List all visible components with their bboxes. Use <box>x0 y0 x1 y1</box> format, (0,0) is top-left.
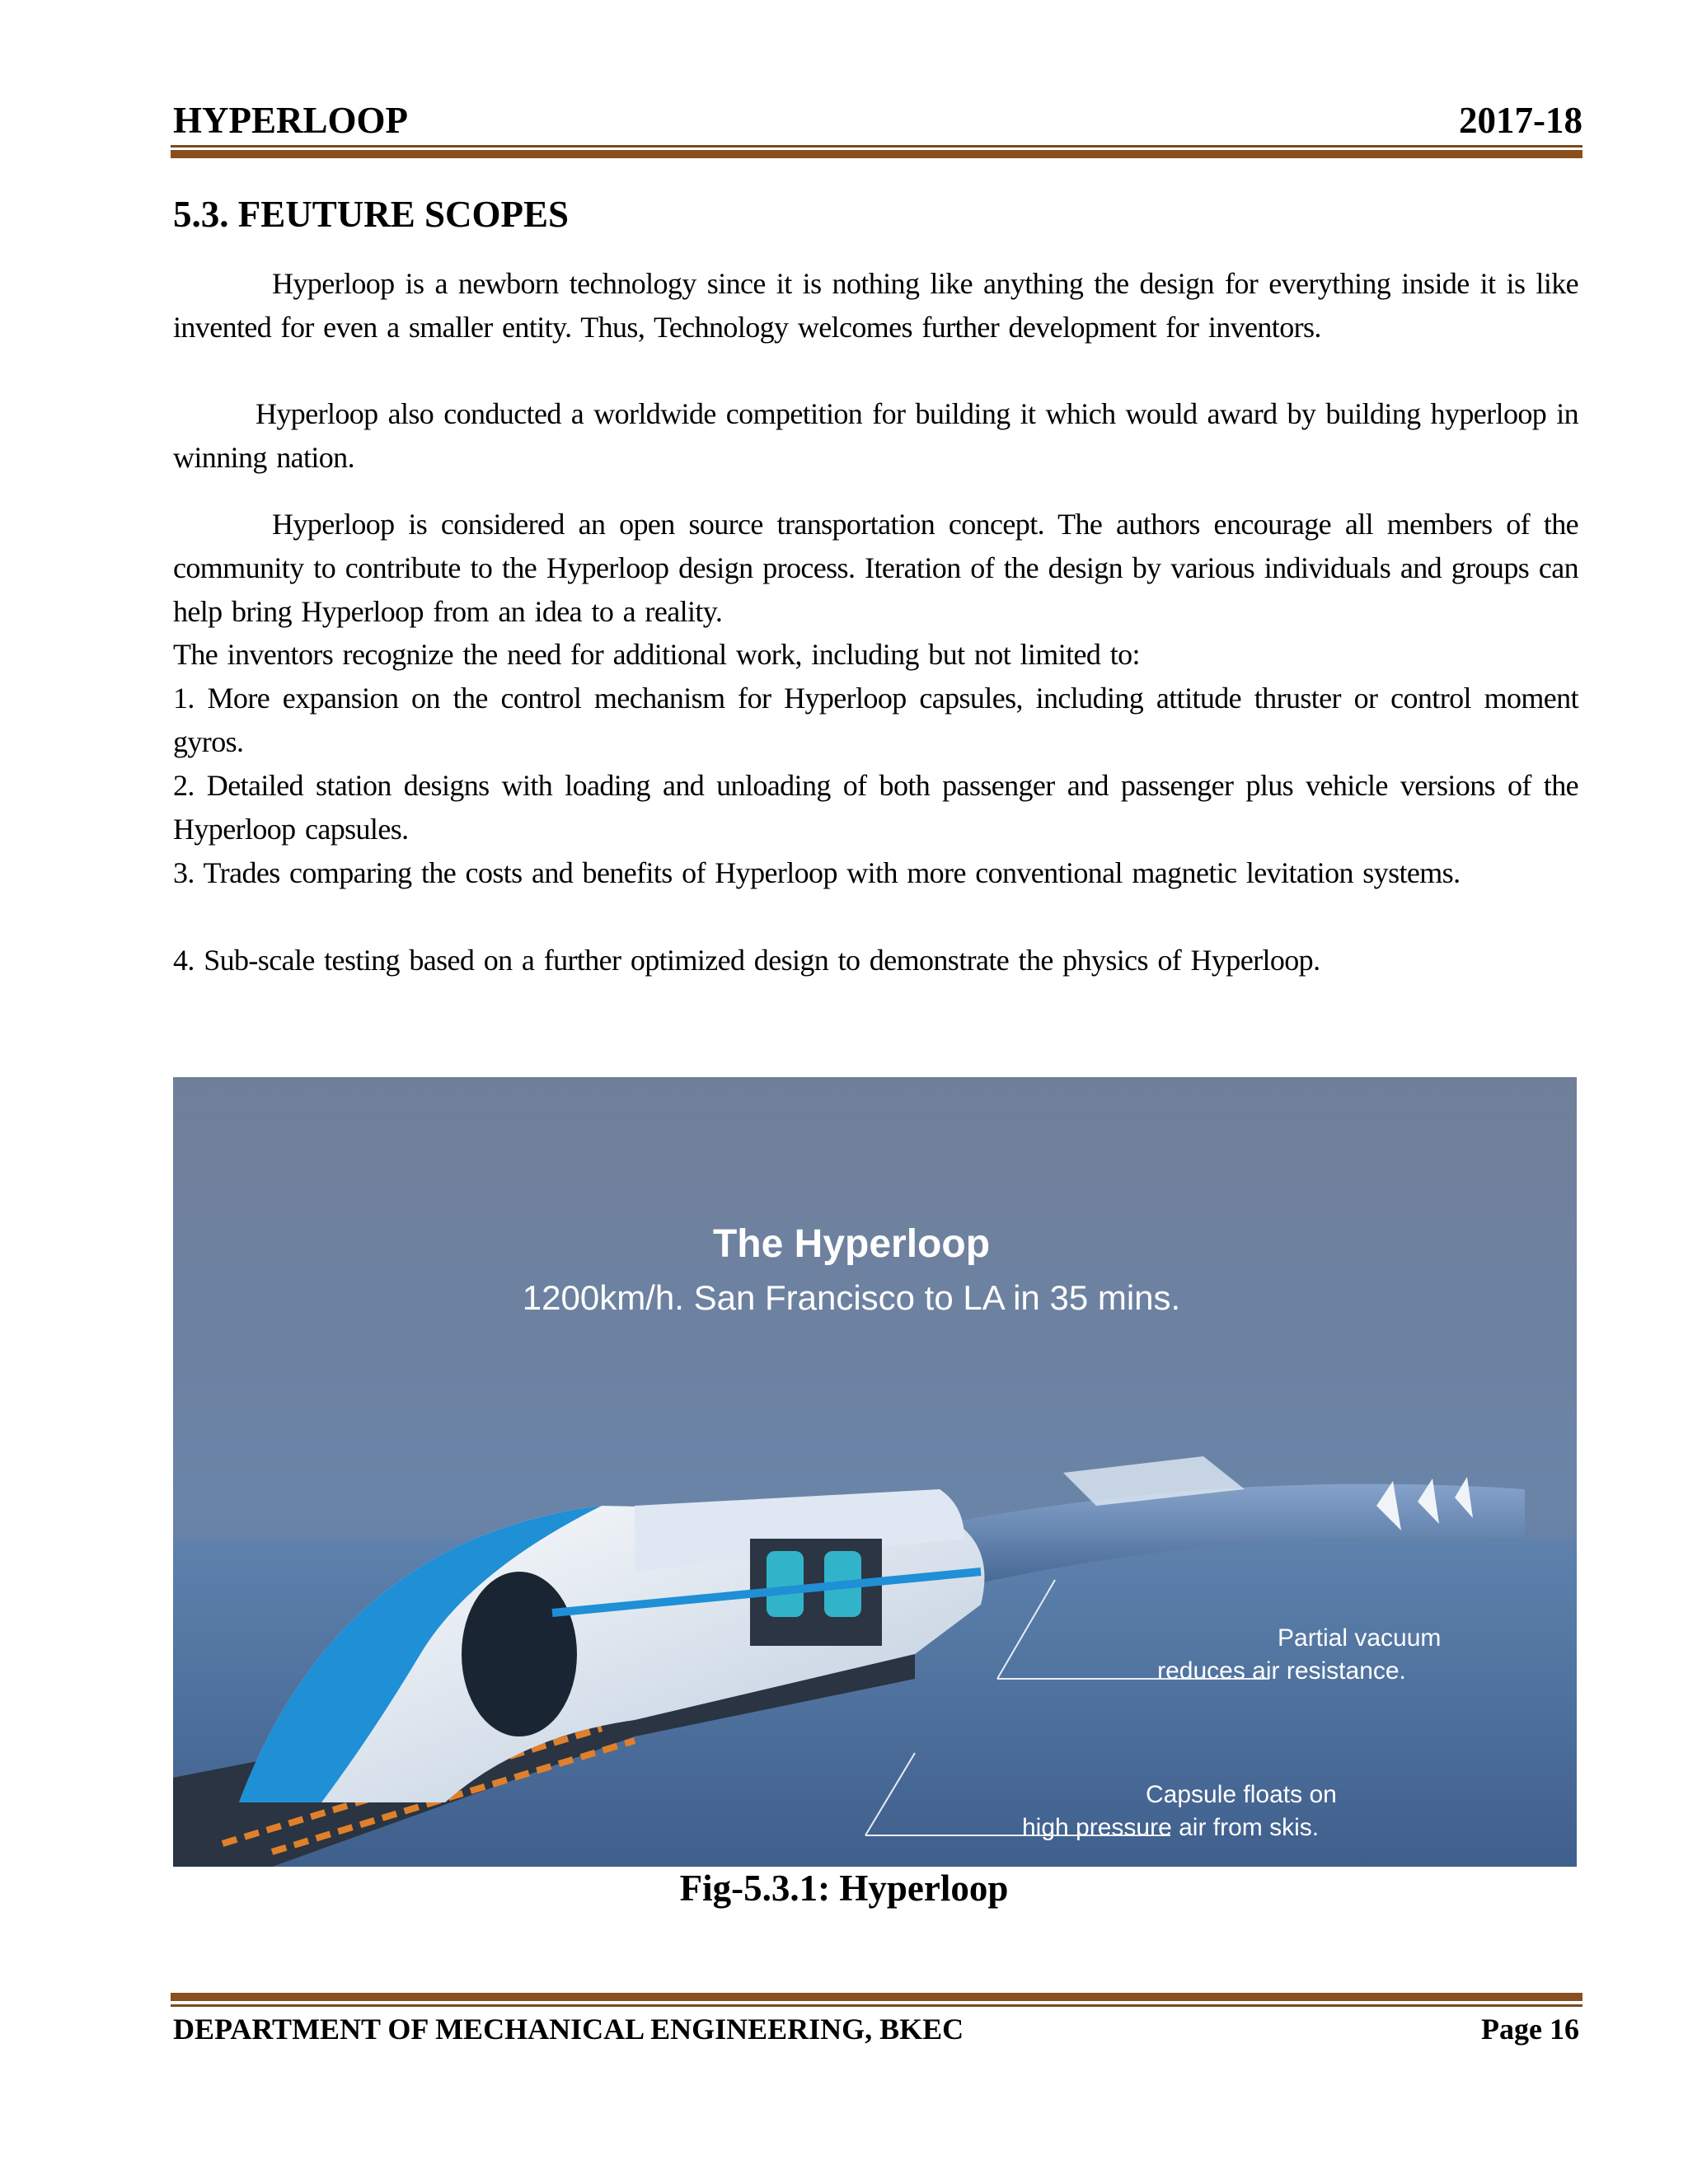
annotation-vacuum-line1: Partial vacuum <box>1278 1624 1442 1652</box>
section-title: 5.3. FEUTURE SCOPES <box>173 194 570 235</box>
header-rule-thick <box>171 150 1582 158</box>
paragraph-4: The inventors recognize the need for additional work, including but not limited to: <box>173 638 1140 671</box>
paragraph-1: Hyperloop is a newborn technology since it is nothing like anything the design for everything inside it is like invented for even a smaller entity. Thus, Technology welcomes further development for inventors. <box>173 267 1578 344</box>
footer-department: DEPARTMENT OF MECHANICAL ENGINEERING, BKEC <box>173 2013 964 2046</box>
header-year: 2017-18 <box>1459 100 1582 141</box>
list-item: 2. Detailed station designs with loading and unloading of both passenger and passenger plus vehicle versions of the Hyperloop capsules. <box>173 769 1578 846</box>
list-item: 4. Sub-scale testing based on a further optimized design to demonstrate the physics of Hyperloop. <box>173 944 1320 977</box>
figure-caption: Fig-5.3.1: Hyperloop <box>679 1868 1009 1909</box>
figure-subtitle: 1200km/h. San Francisco to LA in 35 mins. <box>522 1278 1181 1317</box>
figure-title: The Hyperloop <box>712 1222 991 1266</box>
annotation-capsule-line2: high pressure air from skis. <box>1022 1814 1320 1841</box>
hyperloop-figure <box>173 1077 1577 1867</box>
footer-rule-thin <box>171 2004 1582 2007</box>
footer-rule-thick <box>171 1993 1582 2001</box>
header-rule-thin <box>171 145 1582 148</box>
footer-page-number: Page 16 <box>1481 2013 1579 2046</box>
paragraph-2: Hyperloop also conducted a worldwide competition for building it which would award by building hyperloop in winning nation. <box>173 397 1578 474</box>
list-item: 3. Trades comparing the costs and benefits of Hyperloop with more conventional magnetic levitation systems. <box>173 856 1461 889</box>
paragraph-3: Hyperloop is considered an open source transportation concept. The authors encourage all members of the community to contribute to the Hyperloop design process. Iteration of the design by various individuals and groups can help bring Hyperloop from an idea to a reality. <box>173 508 1578 628</box>
list-item: 1. More expansion on the control mechanism for Hyperloop capsules, including attitude thruster or control moment gyros. <box>173 682 1578 758</box>
header-title: HYPERLOOP <box>173 100 409 141</box>
annotation-vacuum-line2: reduces air resistance. <box>1157 1657 1406 1685</box>
annotation-capsule-line1: Capsule floats on <box>1146 1781 1337 1808</box>
